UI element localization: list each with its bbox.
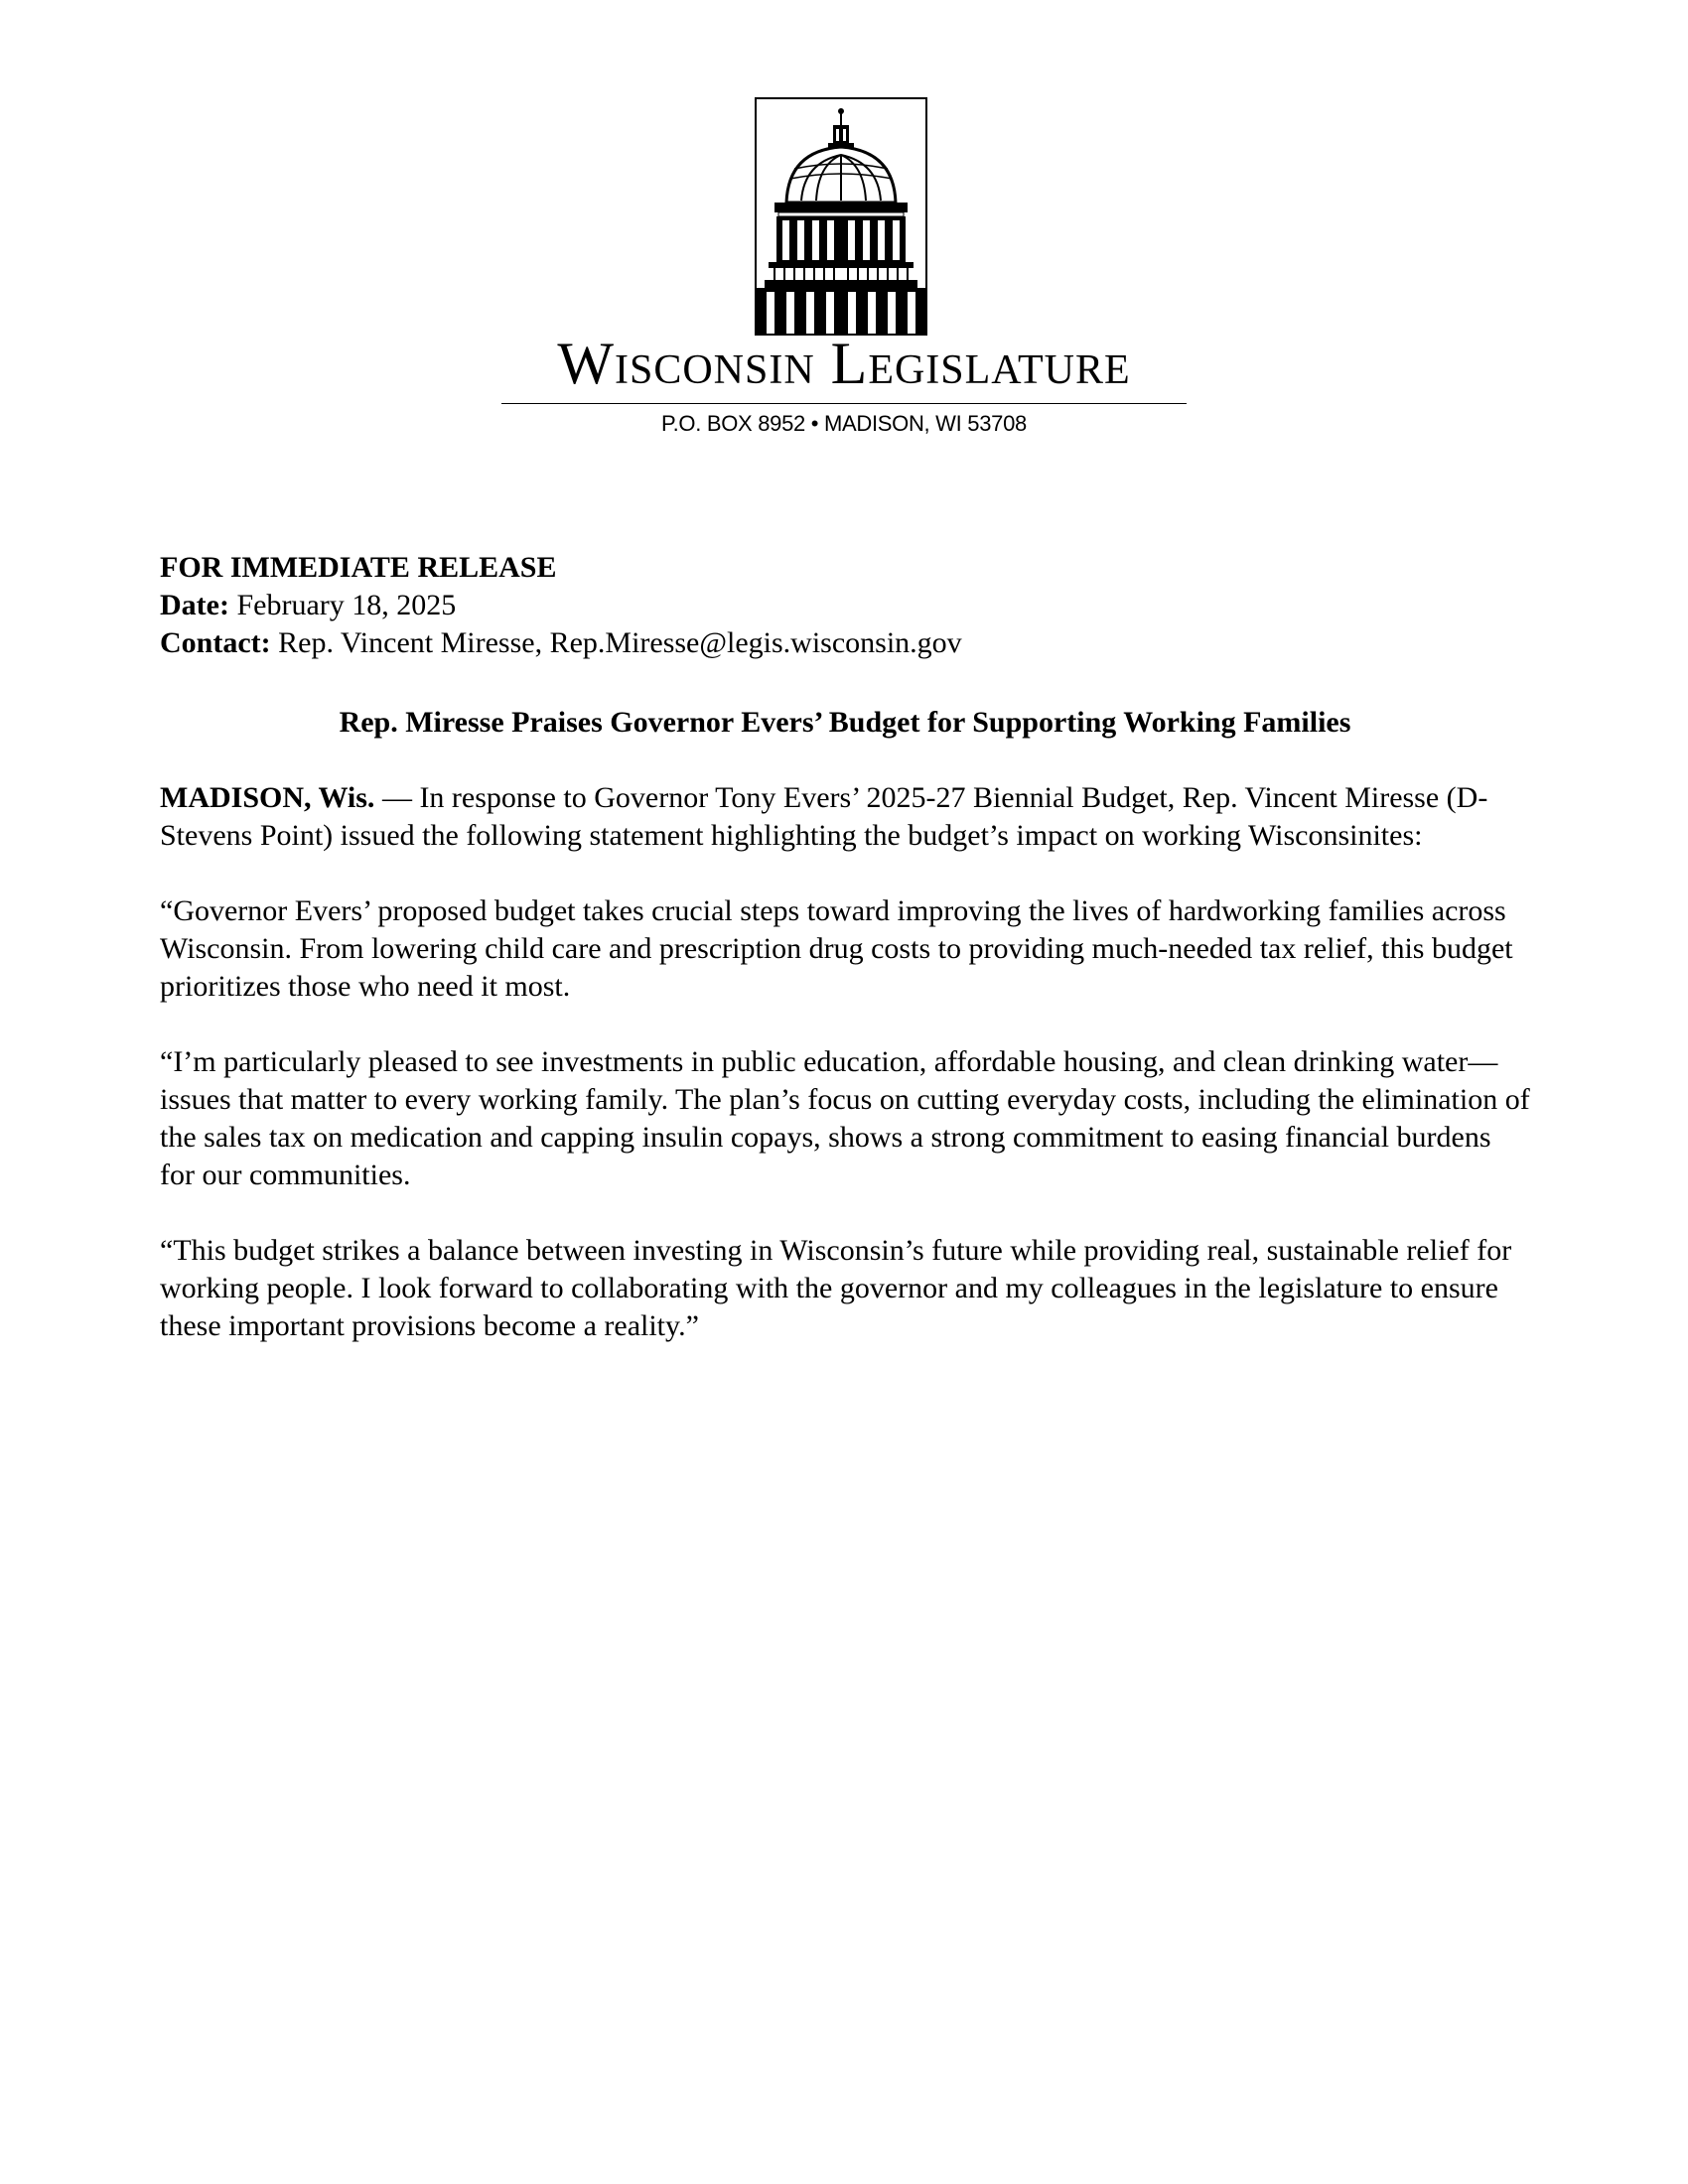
quote-paragraph-1: “Governor Evers’ proposed budget takes crucial steps toward improving the lives of hardworking families across Wisconsin. From lowering child care and prescription drug costs to providing much-needed tax relief, this budget prioritizes those who need it most. [160,894,1513,1003]
capitol-dome-icon [755,97,927,336]
date-value: February 18, 2025 [236,589,457,621]
lead-paragraph [160,779,1530,855]
date-line [160,587,1530,624]
letterhead-divider [501,403,1187,404]
org-name: Wisconsin Legislature [557,331,1131,396]
lead-text: — In response to Governor Tony Evers’ 2025-27 Biennial Budget, Rep. Vincent Miresse (D-Stevens Point) issued the following statement highlighting the budget’s impact on working Wisconsinites: [160,781,1488,852]
contact-value: Rep. Vincent Miresse, Rep.Miresse@legis.wisconsin.gov [278,626,962,659]
headline: Rep. Miresse Praises Governor Evers’ Budget for Supporting Working Families [339,706,1351,739]
release-line [160,549,1530,587]
contact-label: Contact: [160,626,271,659]
release-label: FOR IMMEDIATE RELEASE [160,551,557,584]
org-address: P.O. BOX 8952 • MADISON, WI 53708 [661,411,1027,436]
press-release-body [160,549,1530,1345]
quote-paragraph-3: “This budget strikes a balance between investing in Wisconsin’s future while providing real, sustainable relief for working people. I look forward to collaborating with the governor and my colleagues in the legislature to ensure these important provisions become a reality.” [160,1234,1512,1342]
date-label: Date: [160,589,229,621]
contact-line [160,624,1530,662]
letterhead [0,0,1688,467]
dateline: MADISON, Wis. [160,781,375,814]
quote-paragraph-2: “I’m particularly pleased to see investments in public education, affordable housing, and clean drinking water—issues that matter to every working family. The plan’s focus on cutting everyday costs, including the elimination of the sales tax on medication and capping insulin copays, shows a strong commitment to easing financial burdens for our communities. [160,1045,1530,1191]
